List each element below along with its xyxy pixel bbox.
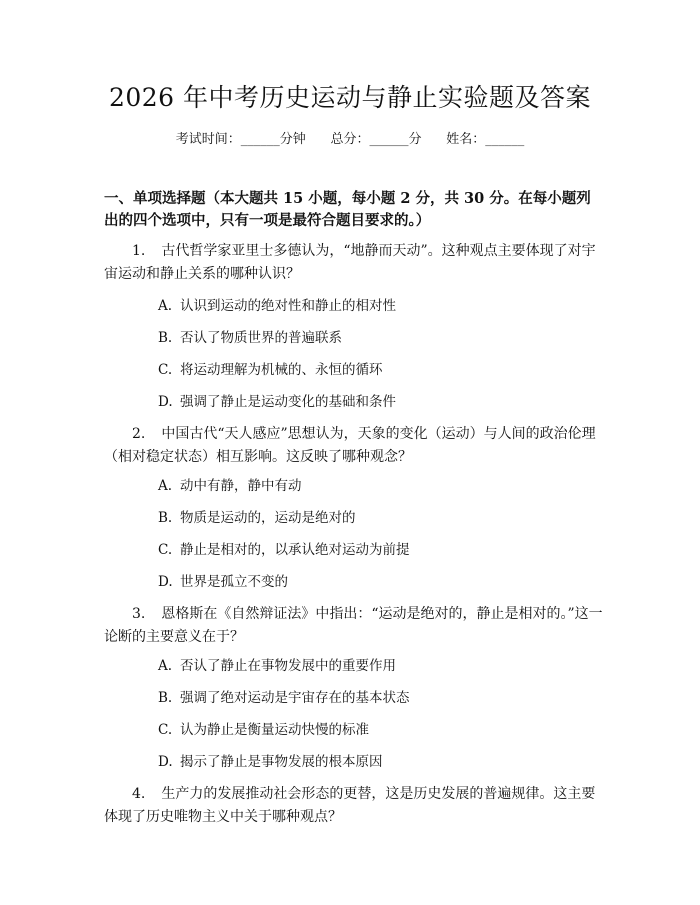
option-letter: B. xyxy=(158,690,173,706)
option-item xyxy=(158,572,598,592)
option-item xyxy=(158,296,598,316)
question-number: 1. xyxy=(132,243,146,259)
document-title: 2026 年中考历史运动与静止实验题及答案 xyxy=(108,83,592,112)
option-text: 否认了静止在事物发展中的重要作用 xyxy=(180,658,396,674)
option-item xyxy=(158,360,598,380)
option-text: 将运动理解为机械的、永恒的循环 xyxy=(180,362,383,378)
option-item xyxy=(158,476,598,496)
question-stem xyxy=(104,603,604,649)
question-text: 生产力的发展推动社会形态的更替，这是历史发展的普遍规律。这主要体现了历史唯物主义中关于哪种观点？ xyxy=(104,786,596,825)
option-letter: C. xyxy=(158,362,173,378)
option-item xyxy=(158,752,598,772)
option-letter: B. xyxy=(158,510,173,526)
option-item xyxy=(158,540,598,560)
option-item xyxy=(158,392,598,412)
option-letter: A. xyxy=(158,478,173,494)
option-text: 强调了绝对运动是宇宙存在的基本状态 xyxy=(180,690,410,706)
option-text: 强调了静止是运动变化的基础和条件 xyxy=(180,394,396,410)
question-stem xyxy=(104,783,604,829)
option-item xyxy=(158,508,598,528)
option-text: 物质是运动的，运动是绝对的 xyxy=(180,510,356,526)
question-number: 3. xyxy=(132,606,146,622)
option-text: 世界是孤立不变的 xyxy=(180,574,288,590)
option-letter: A. xyxy=(158,658,173,674)
option-text: 否认了物质世界的普遍联系 xyxy=(180,330,342,346)
option-text: 揭示了静止是事物发展的根本原因 xyxy=(180,754,383,770)
question-text: 古代哲学家亚里士多德认为，“地静而天动”。这种观点主要体现了对宇宙运动和静止关系的哪种认识？ xyxy=(104,243,596,282)
question-text: 恩格斯在《自然辩证法》中指出：“运动是绝对的，静止是相对的。”这一论断的主要意义在于？ xyxy=(104,606,603,645)
section-heading: 一、单项选择题（本大题共 15 小题，每小题 2 分，共 30 分。在每小题列出的四个选项中，只有一项是最符合题目要求的。） xyxy=(104,190,591,229)
exam-meta-line: 考试时间：______分钟 总分：______分 姓名：______ xyxy=(175,132,525,147)
option-letter: A. xyxy=(158,298,173,314)
option-text: 动中有静，静中有动 xyxy=(180,478,302,494)
question-number: 4. xyxy=(132,786,146,802)
option-item xyxy=(158,328,598,348)
question-stem xyxy=(104,240,604,286)
option-text: 认为静止是衡量运动快慢的标准 xyxy=(180,722,369,738)
option-item xyxy=(158,688,598,708)
option-letter: D. xyxy=(158,754,173,770)
option-letter: D. xyxy=(158,574,173,590)
option-item xyxy=(158,656,598,676)
option-text: 认识到运动的绝对性和静止的相对性 xyxy=(180,298,396,314)
option-letter: C. xyxy=(158,542,173,558)
option-letter: C. xyxy=(158,722,173,738)
question-stem xyxy=(104,423,604,469)
question-number: 2. xyxy=(132,426,146,442)
option-item xyxy=(158,720,598,740)
option-letter: B. xyxy=(158,330,173,346)
option-text: 静止是相对的，以承认绝对运动为前提 xyxy=(180,542,410,558)
option-letter: D. xyxy=(158,394,173,410)
question-text: 中国古代“天人感应”思想认为，天象的变化（运动）与人间的政治伦理（相对稳定状态）相互影响。这反映了哪种观念？ xyxy=(104,426,596,465)
